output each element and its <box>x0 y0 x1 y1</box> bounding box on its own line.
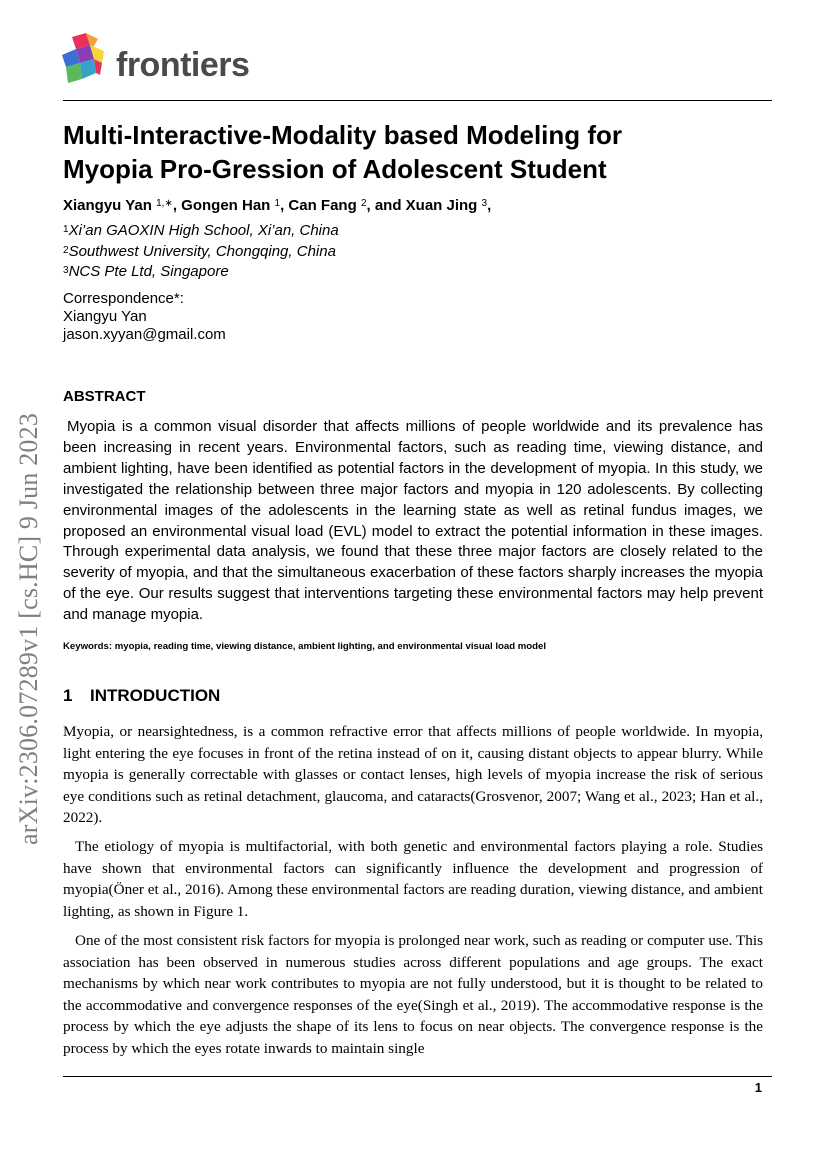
body-paragraph: One of the most consistent risk factors for myopia is prolonged near work, such as reading or computer use. This association has been observed in numerous studies across different populations and age groups. The exact mechanisms by which near work contributes to myopia are not fully understood, but it is thought to be related to the accommodative and convergence responses of the eye(Singh et al., 2019). The accommodative response is the process by which the eye adjusts the shape of its lens to focus on near objects. The convergence response is the process by which the eyes rotate inwards to maintain single <box>63 932 763 1057</box>
affiliation <box>63 242 339 263</box>
author-affil-mark: 1 <box>274 198 281 209</box>
author-affil-mark: 1,∗ <box>156 198 173 209</box>
paper-title <box>63 118 763 186</box>
author-list <box>63 196 491 216</box>
frontiers-wordmark: frontiers <box>116 46 250 84</box>
correspondence-block <box>63 290 226 344</box>
author-affil-mark: 2 <box>360 198 367 209</box>
keywords: Keywords: myopia, reading time, viewing distance, ambient lighting, and environmental visual load model <box>63 641 546 652</box>
author-separator: , <box>487 197 492 214</box>
header-rule <box>63 100 772 101</box>
arxiv-stamp: arXiv:2306.07289v1 [cs.HC] 9 Jun 2023 <box>14 412 43 845</box>
author-name: Xuan Jing <box>405 197 478 214</box>
affiliation-mark: 2 <box>63 244 69 256</box>
author-separator: , and <box>366 197 406 214</box>
correspondence-email[interactable]: jason.xyyan@gmail.com <box>63 326 226 343</box>
author-separator: , <box>172 197 182 214</box>
section-title: INTRODUCTION <box>90 686 221 705</box>
frontiers-cube-icon <box>62 33 114 89</box>
title-line: Myopia Pro-Gression of Adolescent Student <box>63 154 607 184</box>
affiliation-mark: 3 <box>63 265 69 276</box>
title-line: Multi-Interactive-Modality based Modeling for <box>63 120 623 150</box>
abstract-heading: ABSTRACT <box>63 388 146 405</box>
author-affil-mark: 3 <box>481 198 488 209</box>
author-separator: , <box>280 197 289 214</box>
author-name: Xiangyu Yan <box>63 197 152 214</box>
author-name: Can Fang <box>288 197 357 214</box>
correspondence-label: Correspondence*: <box>63 290 184 307</box>
page-number: 1 <box>754 1080 762 1095</box>
affiliation-mark: 1 <box>63 224 69 235</box>
author-name: Gongen Han <box>181 197 271 214</box>
affiliation-text: NCS Pte Ltd, Singapore <box>68 263 229 280</box>
affiliation-text: Xi’an GAOXIN High School, Xi’an, China <box>68 222 339 239</box>
affiliation-text: Southwest University, Chongqing, China <box>68 242 336 260</box>
body-paragraph: Myopia, or nearsightedness, is a common refractive error that affects millions of people worldwide. In myopia, light entering the eye focuses in front of the retina instead of on it, causing distant objects to appear blurry. While myopia is generally correctable with glasses or contact lenses, high levels of myopia increase the risk of serious eye conditions such as retinal detachment, glaucoma, and cataracts(Grosvenor, 2007; Wang et al., 2023; Han et al., 2022). <box>63 723 763 826</box>
affiliation-list <box>63 221 339 283</box>
correspondence-name: Xiangyu Yan <box>63 308 147 325</box>
abstract-body: Myopia is a common visual disorder that affects millions of people worldwide and its prevalence has been increasing in recent years. Environmental factors, such as reading time, viewing distance, and ambient lighting, have been identified as potential factors in the development of myopia. In this study, we investigated the relationship between three major factors and myopia in 120 adolescents. By collecting environmental images of the adolescents in the learning state as well as retinal fundus images, we proposed an environmental visual load (EVL) model to extract the potential information in these images. Through experimental data analysis, we found that these three major factors are closely related to the severity of myopia, and that the simultaneous exacerbation of these factors sharply increases the myopia of the eye. Our results suggest that interventions targeting these environmental factors may help prevent and manage myopia. <box>63 418 763 624</box>
section-number: 1 <box>63 686 73 705</box>
affiliation <box>63 262 339 283</box>
affiliation <box>63 221 339 242</box>
section-heading-introduction <box>63 686 220 706</box>
body-paragraph: The etiology of myopia is multifactorial, with both genetic and environmental factors playing a role. Studies have shown that environmental factors can significantly influence the development and progression of myopia(Öner et al., 2016). Among these environmental factors are reading duration, viewing distance, and ambient lighting, as shown in Figure 1. <box>63 838 763 920</box>
footer-rule <box>63 1076 772 1077</box>
